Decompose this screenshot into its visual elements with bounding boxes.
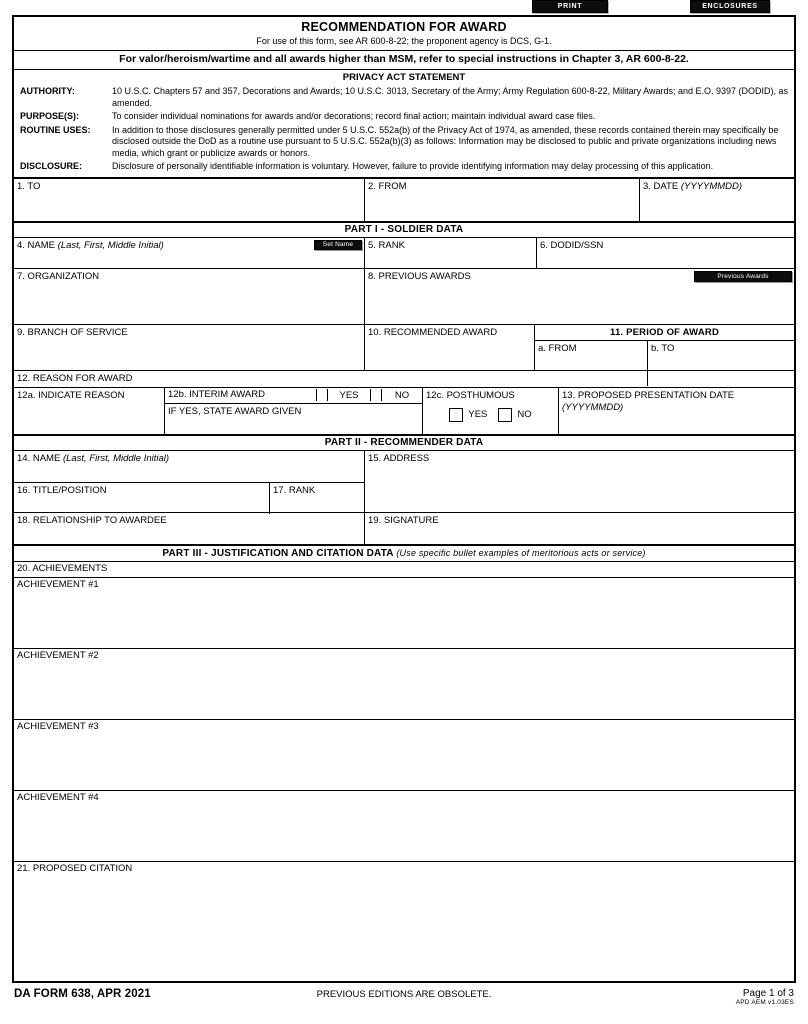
posthumous-group [423, 388, 559, 434]
field-title-position[interactable] [14, 483, 270, 514]
da-form-638 [12, 15, 796, 983]
field-achievement-2-label: ACHIEVEMENT #2 [17, 649, 99, 661]
field-soldier-rank-label: 5. RANK [368, 239, 405, 251]
previous-awards-button-label: Previous Awards [717, 272, 769, 280]
field-recommender-rank[interactable] [270, 483, 364, 514]
field-previous-awards-label: 8. PREVIOUS AWARDS [368, 270, 471, 282]
privacy-act-row-purpose [20, 111, 788, 123]
part-3-heading-text: PART III - JUSTIFICATION AND CITATION DATA [162, 547, 394, 559]
field-previous-awards[interactable] [365, 269, 794, 324]
field-achievement-2[interactable] [14, 649, 794, 720]
field-achievement-4-label: ACHIEVEMENT #4 [17, 791, 99, 803]
interim-award-no-label: NO [394, 389, 410, 401]
field-recommender-name[interactable] [14, 451, 364, 483]
field-dodid-ssn[interactable] [537, 238, 794, 268]
page-indicator: Page 1 of 3 [742, 988, 794, 999]
field-achievement-3-label: ACHIEVEMENT #3 [17, 720, 99, 732]
period-of-award-group [535, 325, 794, 370]
privacy-act-text-disclosure: Disclosure of personally identifiable information is voluntary. However, failure to provide identifying information may delay processing of this application. [112, 161, 714, 171]
privacy-act-row-disclosure [20, 161, 788, 173]
field-period-from[interactable] [535, 341, 648, 386]
field-proposed-citation[interactable] [14, 862, 794, 981]
field-from[interactable] [365, 179, 640, 221]
achievements-header [14, 562, 794, 578]
form-footer [12, 988, 796, 1018]
privacy-act-row-routine-uses [20, 125, 788, 160]
organization-awards-row [14, 269, 794, 325]
form-title-block [14, 17, 794, 51]
branch-award-period-row [14, 325, 794, 371]
print-button[interactable] [532, 0, 608, 13]
posthumous-no-checkbox[interactable] [498, 408, 512, 422]
field-achievement-1[interactable] [14, 578, 794, 649]
routing-row [14, 179, 794, 223]
posthumous-no-label: NO [517, 409, 532, 420]
part-2-heading: PART II - RECOMMENDER DATA [14, 436, 794, 451]
field-date-format: (YYYYMMDD) [680, 180, 743, 192]
period-of-award-label: 11. PERIOD OF AWARD [535, 325, 794, 341]
part-3-heading-note: (Use specific bullet examples of meritorious acts or service) [396, 547, 646, 558]
field-date-label: 3. DATE [643, 180, 679, 192]
field-to-label: 1. TO [17, 180, 41, 192]
field-recommended-award[interactable] [365, 325, 535, 370]
interim-award-yes-checkbox[interactable] [316, 389, 328, 401]
privacy-act-text-authority: 10 U.S.C. Chapters 57 and 357, Decorations and Awards; 10 U.S.C. 3013, Secretary of the Army; Army Regulation 600-8-22, Military Awards; and E.O. 9397 (DODID), as amended. [112, 86, 788, 108]
field-organization-label: 7. ORGANIZATION [17, 270, 100, 282]
field-branch-of-service[interactable] [14, 325, 365, 370]
recommender-identity-row [14, 451, 794, 513]
privacy-act-statement [14, 70, 794, 179]
field-branch-of-service-label: 9. BRANCH OF SERVICE [17, 326, 128, 338]
field-to[interactable] [14, 179, 365, 221]
privacy-act-label-disclosure: DISCLOSURE: [20, 161, 83, 171]
page-title: RECOMMENDATION FOR AWARD [301, 20, 507, 34]
valor-instruction: For valor/heroism/wartime and all awards higher than MSM, refer to special instructions in Chapter 3, AR 600-8-22. [14, 51, 794, 70]
recommender-left-group [14, 451, 365, 512]
privacy-act-text-routine-uses: In addition to those disclosures generally permitted under 5 U.S.C. 552a(b) of the Privacy Act of 1974, as amended, these records contained therein may specifically be disclosed outside the DoD as a routine use pursuant to 5 U.S.C. 552a(b)(3) as follows: Information may be disclosed to public and private organizations including news media, which grant or publicize awards or honors. [112, 124, 779, 158]
part-3-heading [14, 546, 794, 562]
field-proposed-presentation-date-format: (YYYYMMDD) [562, 401, 624, 413]
set-name-button[interactable] [314, 240, 362, 250]
privacy-act-label-purpose: PURPOSE(S): [20, 111, 80, 121]
posthumous-label: 12c. POSTHUMOUS [426, 389, 515, 401]
field-achievement-1-label: ACHIEVEMENT #1 [17, 578, 99, 590]
field-achievement-4[interactable] [14, 791, 794, 862]
apd-version: APD AEM v1.03ES [735, 999, 794, 1006]
field-recommender-rank-label: 17. RANK [273, 484, 316, 496]
field-period-to[interactable] [648, 341, 794, 386]
achievements-label: 20. ACHIEVEMENTS [17, 562, 108, 574]
field-indicate-reason[interactable] [14, 388, 165, 434]
field-from-label: 2. FROM [368, 180, 407, 192]
field-recommender-address[interactable] [365, 451, 794, 512]
part-1-heading: PART I - SOLDIER DATA [14, 223, 794, 238]
field-proposed-presentation-date[interactable] [559, 388, 794, 434]
interim-award-yes-label: YES [339, 389, 359, 401]
interim-award-group [165, 388, 423, 434]
field-recommender-name-format: (Last, First, Middle Initial) [62, 452, 170, 464]
field-soldier-name-format: (Last, First, Middle Initial) [57, 239, 164, 251]
soldier-identity-row [14, 238, 794, 269]
privacy-act-text-purpose: To consider individual nominations for awards and/or decorations; record final action; maintain individual award case files. [112, 111, 596, 121]
field-soldier-rank[interactable] [365, 238, 537, 268]
field-interim-award-given-label: IF YES, STATE AWARD GIVEN [168, 405, 302, 417]
posthumous-yes-checkbox[interactable] [449, 408, 463, 422]
field-recommender-address-label: 15. ADDRESS [368, 452, 430, 464]
interim-award-label-wrap [165, 389, 316, 401]
field-soldier-name-label: 4. NAME [17, 239, 56, 251]
privacy-act-label-routine-uses: ROUTINE USES: [20, 124, 91, 135]
field-date[interactable] [640, 179, 794, 221]
relationship-signature-row [14, 513, 794, 546]
field-proposed-citation-label: 21. PROPOSED CITATION [17, 862, 133, 874]
interim-award-no-checkbox[interactable] [370, 389, 382, 401]
enclosures-button-label: ENCLOSURES [702, 3, 758, 10]
reason-detail-row [14, 388, 794, 436]
form-subtitle: For use of this form, see AR 600-8-22; the proponent agency is DCS, G-1. [256, 36, 552, 46]
posthumous-yes-label: YES [468, 409, 488, 420]
obsolete-note: PREVIOUS EDITIONS ARE OBSOLETE. [316, 989, 492, 1000]
field-recommender-name-label: 14. NAME [17, 452, 61, 464]
privacy-act-row-authority [20, 86, 788, 109]
top-action-bar [0, 0, 808, 14]
previous-awards-button[interactable] [694, 271, 792, 282]
set-name-button-label: Set Name [322, 241, 354, 248]
field-period-to-label: b. TO [651, 342, 675, 354]
field-relationship-to-awardee[interactable] [14, 513, 365, 544]
field-relationship-to-awardee-label: 18. RELATIONSHIP TO AWARDEE [17, 514, 167, 526]
field-signature[interactable] [365, 513, 794, 544]
enclosures-button[interactable] [690, 0, 770, 13]
print-button-label: PRINT [557, 3, 583, 10]
field-interim-award-given[interactable] [165, 404, 422, 435]
privacy-act-label-authority: AUTHORITY: [20, 86, 75, 96]
footer-right-group [736, 988, 794, 1006]
field-title-position-label: 16. TITLE/POSITION [17, 484, 107, 496]
form-number: DA FORM 638, APR 2021 [14, 988, 151, 1000]
field-soldier-name[interactable] [14, 238, 365, 268]
reason-for-award-label: 12. REASON FOR AWARD [17, 372, 133, 384]
field-period-from-label: a. FROM [538, 342, 577, 354]
field-organization[interactable] [14, 269, 365, 324]
field-indicate-reason-label: 12a. INDICATE REASON [17, 389, 125, 401]
field-signature-label: 19. SIGNATURE [368, 514, 439, 526]
privacy-act-heading: PRIVACY ACT STATEMENT [342, 72, 466, 83]
field-achievement-3[interactable] [14, 720, 794, 791]
field-recommended-award-label: 10. RECOMMENDED AWARD [368, 326, 498, 338]
interim-award-label: 12b. INTERIM AWARD [168, 389, 265, 400]
field-proposed-presentation-date-label: 13. PROPOSED PRESENTATION DATE [562, 389, 735, 401]
field-dodid-ssn-label: 6. DODID/SSN [540, 239, 604, 251]
